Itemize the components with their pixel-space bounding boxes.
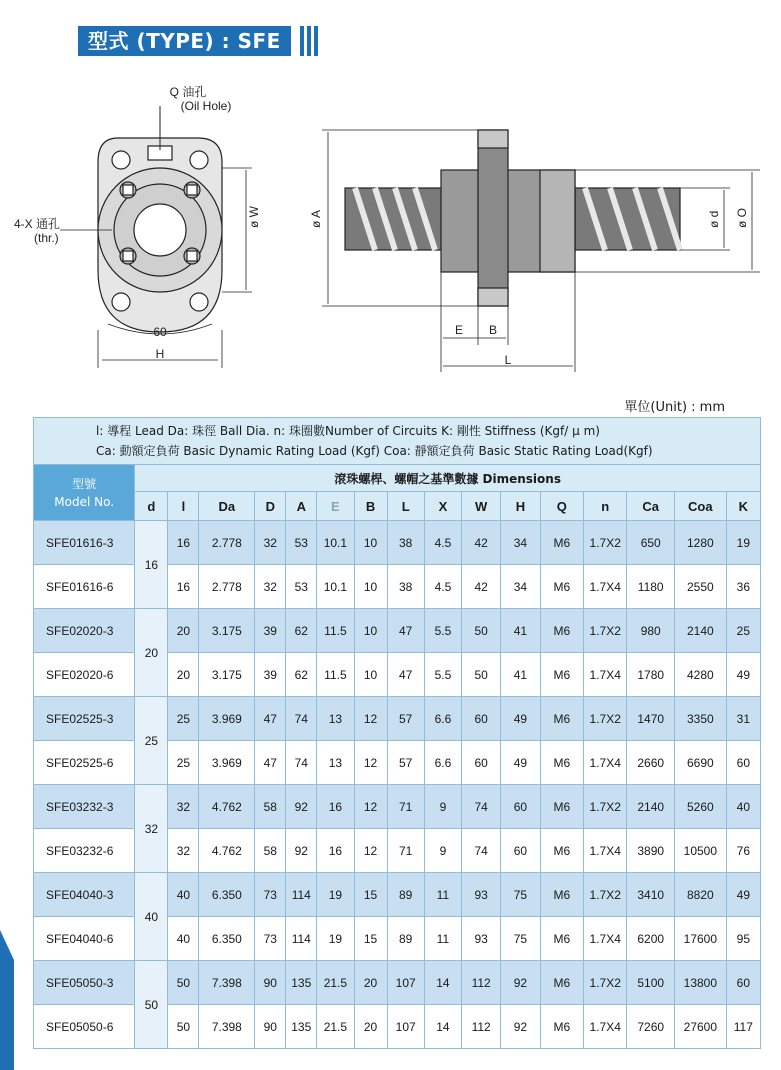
- cell-x: 5.5: [424, 609, 461, 653]
- thru-hole-label: 4-X 通孔: [14, 217, 61, 231]
- cell-h: 92: [501, 1005, 540, 1049]
- cell-q: M6: [540, 873, 583, 917]
- dimensions-header: 滾珠螺桿、螺帽之基準數據 Dimensions: [135, 465, 761, 492]
- cell-da: 6.350: [199, 873, 255, 917]
- model-cell: SFE05050-3: [34, 961, 135, 1005]
- cell-b: 12: [354, 829, 387, 873]
- cell-d: 39: [255, 609, 286, 653]
- cell-a: 135: [286, 1005, 317, 1049]
- column-header-ca: Ca: [627, 492, 675, 521]
- cell-l: 38: [387, 565, 424, 609]
- cell-h: 41: [501, 653, 540, 697]
- model-column-header: [34, 465, 135, 521]
- cell-coa: 6690: [674, 741, 726, 785]
- cell-w: 74: [462, 829, 501, 873]
- cell-h: 60: [501, 785, 540, 829]
- cell-x: 5.5: [424, 653, 461, 697]
- cell-x: 14: [424, 1005, 461, 1049]
- cell-w: 93: [462, 917, 501, 961]
- cell-da: 2.778: [199, 565, 255, 609]
- cell-x: 11: [424, 873, 461, 917]
- cell-a: 74: [286, 697, 317, 741]
- cell-h: 75: [501, 873, 540, 917]
- model-header-zh: 型號: [72, 476, 97, 491]
- table-row: [34, 697, 761, 741]
- cell-w: 74: [462, 785, 501, 829]
- cell-b: 12: [354, 785, 387, 829]
- cell-q: M6: [540, 1005, 583, 1049]
- cell-x: 9: [424, 785, 461, 829]
- cell-l: 50: [168, 1005, 199, 1049]
- cell-l: 25: [168, 741, 199, 785]
- cell-l: 57: [387, 697, 424, 741]
- cell-coa: 2140: [674, 609, 726, 653]
- cell-q: M6: [540, 609, 583, 653]
- column-header-e: E: [317, 492, 354, 521]
- cell-e: 16: [317, 829, 354, 873]
- cell-d: 58: [255, 829, 286, 873]
- cell-l: 47: [387, 653, 424, 697]
- cell-n: 1.7X2: [584, 873, 627, 917]
- dim-w-label: ø W: [247, 206, 261, 228]
- cell-k: 36: [726, 565, 760, 609]
- cell-da: 4.762: [199, 829, 255, 873]
- cell-l: 71: [387, 785, 424, 829]
- model-cell: SFE04040-6: [34, 917, 135, 961]
- legend-line-2: Ca: 動額定負荷 Basic Dynamic Rating Load (Kgf) Coa: 靜額定負荷 Basic Static Rating Load(Kgf): [96, 444, 653, 458]
- cell-b: 12: [354, 697, 387, 741]
- cell-b: 10: [354, 565, 387, 609]
- cell-e: 13: [317, 697, 354, 741]
- cell-l: 40: [168, 873, 199, 917]
- cell-x: 11: [424, 917, 461, 961]
- cell-a: 114: [286, 873, 317, 917]
- cell-ca: 3410: [627, 873, 675, 917]
- cell-b: 10: [354, 653, 387, 697]
- cell-e: 11.5: [317, 653, 354, 697]
- cell-l: 89: [387, 873, 424, 917]
- cell-l: 71: [387, 829, 424, 873]
- column-header-l: l: [168, 492, 199, 521]
- cell-n: 1.7X4: [584, 829, 627, 873]
- dim-a-label: ø A: [309, 209, 323, 228]
- column-header-x: X: [424, 492, 461, 521]
- cell-e: 21.5: [317, 961, 354, 1005]
- cell-da: 6.350: [199, 917, 255, 961]
- cell-h: 92: [501, 961, 540, 1005]
- cell-b: 15: [354, 873, 387, 917]
- cell-ca: 5100: [627, 961, 675, 1005]
- cell-e: 13: [317, 741, 354, 785]
- cell-e: 19: [317, 917, 354, 961]
- cell-b: 10: [354, 609, 387, 653]
- cell-h: 49: [501, 697, 540, 741]
- cell-n: 1.7X2: [584, 521, 627, 565]
- table-row: [34, 785, 761, 829]
- cell-ca: 7260: [627, 1005, 675, 1049]
- model-cell: SFE05050-6: [34, 1005, 135, 1049]
- cell-w: 93: [462, 873, 501, 917]
- model-cell: SFE01616-3: [34, 521, 135, 565]
- cell-k: 60: [726, 741, 760, 785]
- cell-coa: 1280: [674, 521, 726, 565]
- cell-k: 31: [726, 697, 760, 741]
- cell-w: 42: [462, 521, 501, 565]
- cell-e: 16: [317, 785, 354, 829]
- dim-l-label: L: [504, 353, 512, 367]
- cell-w: 42: [462, 565, 501, 609]
- cell-b: 15: [354, 917, 387, 961]
- cell-l: 47: [387, 609, 424, 653]
- cell-coa: 3350: [674, 697, 726, 741]
- cell-a: 92: [286, 829, 317, 873]
- cell-x: 4.5: [424, 521, 461, 565]
- table-row: [34, 609, 761, 653]
- shaft-diameter-cell: 50: [135, 961, 168, 1049]
- cell-d: 73: [255, 873, 286, 917]
- cell-a: 135: [286, 961, 317, 1005]
- cell-q: M6: [540, 653, 583, 697]
- cell-x: 4.5: [424, 565, 461, 609]
- shaft-diameter-cell: 25: [135, 697, 168, 785]
- model-cell: SFE03232-3: [34, 785, 135, 829]
- cell-n: 1.7X2: [584, 785, 627, 829]
- model-cell: SFE02020-6: [34, 653, 135, 697]
- oil-hole-label: Q 油孔: [169, 85, 207, 99]
- cell-d: 39: [255, 653, 286, 697]
- cell-n: 1.7X4: [584, 917, 627, 961]
- cell-n: 1.7X2: [584, 697, 627, 741]
- cell-x: 6.6: [424, 697, 461, 741]
- cell-k: 25: [726, 609, 760, 653]
- cell-q: M6: [540, 697, 583, 741]
- cell-l: 89: [387, 917, 424, 961]
- cell-l: 16: [168, 521, 199, 565]
- cell-a: 74: [286, 741, 317, 785]
- spec-table: [33, 417, 761, 1049]
- cell-ca: 2140: [627, 785, 675, 829]
- cell-w: 112: [462, 1005, 501, 1049]
- cell-coa: 27600: [674, 1005, 726, 1049]
- shaft-diameter-cell: 20: [135, 609, 168, 697]
- cell-da: 3.969: [199, 741, 255, 785]
- cell-k: 19: [726, 521, 760, 565]
- cell-n: 1.7X2: [584, 961, 627, 1005]
- column-header-a: A: [286, 492, 317, 521]
- dim-d-label: ø d: [707, 210, 721, 228]
- cell-q: M6: [540, 741, 583, 785]
- cell-a: 114: [286, 917, 317, 961]
- cell-l: 16: [168, 565, 199, 609]
- cell-da: 2.778: [199, 521, 255, 565]
- cell-k: 40: [726, 785, 760, 829]
- shaft-diameter-cell: 40: [135, 873, 168, 961]
- cell-n: 1.7X2: [584, 609, 627, 653]
- cell-ca: 650: [627, 521, 675, 565]
- cell-a: 53: [286, 521, 317, 565]
- table-row: [34, 873, 761, 917]
- cell-h: 41: [501, 609, 540, 653]
- cell-b: 12: [354, 741, 387, 785]
- shaft-diameter-cell: 32: [135, 785, 168, 873]
- cell-da: 3.969: [199, 697, 255, 741]
- cell-d: 47: [255, 741, 286, 785]
- cell-coa: 10500: [674, 829, 726, 873]
- cell-da: 3.175: [199, 609, 255, 653]
- cell-h: 75: [501, 917, 540, 961]
- cell-w: 60: [462, 697, 501, 741]
- cell-w: 112: [462, 961, 501, 1005]
- cell-l: 40: [168, 917, 199, 961]
- column-header-q: Q: [540, 492, 583, 521]
- cell-ca: 2660: [627, 741, 675, 785]
- column-header-coa: Coa: [674, 492, 726, 521]
- legend-cell: [34, 418, 761, 465]
- cell-ca: 1470: [627, 697, 675, 741]
- cell-w: 50: [462, 609, 501, 653]
- model-cell: SFE02525-3: [34, 697, 135, 741]
- unit-label: 單位(Unit) : mm: [624, 400, 725, 415]
- cell-k: 117: [726, 1005, 760, 1049]
- column-header-k: K: [726, 492, 760, 521]
- cell-h: 49: [501, 741, 540, 785]
- oil-hole-label-en: (Oil Hole): [180, 99, 232, 113]
- table-row: [34, 521, 761, 565]
- model-cell: SFE01616-6: [34, 565, 135, 609]
- cell-coa: 13800: [674, 961, 726, 1005]
- cell-coa: 4280: [674, 653, 726, 697]
- thru-hole-label-en: (thr.): [34, 231, 59, 245]
- cell-w: 50: [462, 653, 501, 697]
- column-header-w: W: [462, 492, 501, 521]
- cell-d: 90: [255, 961, 286, 1005]
- cell-x: 6.6: [424, 741, 461, 785]
- cell-e: 11.5: [317, 609, 354, 653]
- cell-k: 49: [726, 873, 760, 917]
- cell-n: 1.7X4: [584, 653, 627, 697]
- cell-e: 19: [317, 873, 354, 917]
- cell-a: 62: [286, 653, 317, 697]
- model-cell: SFE03232-6: [34, 829, 135, 873]
- cell-ca: 980: [627, 609, 675, 653]
- cell-l: 57: [387, 741, 424, 785]
- column-header-d: d: [135, 492, 168, 521]
- technical-drawing: [0, 70, 781, 400]
- cell-d: 73: [255, 917, 286, 961]
- cell-b: 20: [354, 1005, 387, 1049]
- nut-side-view: [322, 130, 760, 372]
- cell-e: 10.1: [317, 565, 354, 609]
- column-header-n: n: [584, 492, 627, 521]
- cell-d: 47: [255, 697, 286, 741]
- cell-l: 20: [168, 609, 199, 653]
- cell-d: 32: [255, 521, 286, 565]
- dim-h-label: H: [155, 347, 165, 361]
- dim-b-label: B: [488, 323, 498, 337]
- column-header-h: H: [501, 492, 540, 521]
- model-header-en: Model No.: [54, 494, 115, 509]
- cell-k: 95: [726, 917, 760, 961]
- cell-k: 60: [726, 961, 760, 1005]
- cell-l: 50: [168, 961, 199, 1005]
- column-header-d: D: [255, 492, 286, 521]
- table-row: [34, 961, 761, 1005]
- dim-o-label: ø O: [735, 208, 749, 228]
- title-decoration: [300, 26, 324, 56]
- cell-h: 60: [501, 829, 540, 873]
- cell-n: 1.7X4: [584, 741, 627, 785]
- cell-k: 76: [726, 829, 760, 873]
- cell-ca: 3890: [627, 829, 675, 873]
- cell-coa: 8820: [674, 873, 726, 917]
- model-cell: SFE04040-3: [34, 873, 135, 917]
- cell-n: 1.7X4: [584, 1005, 627, 1049]
- cell-q: M6: [540, 521, 583, 565]
- cell-da: 4.762: [199, 785, 255, 829]
- cell-ca: 1780: [627, 653, 675, 697]
- column-header-l: L: [387, 492, 424, 521]
- cell-q: M6: [540, 785, 583, 829]
- cell-da: 7.398: [199, 1005, 255, 1049]
- cell-e: 10.1: [317, 521, 354, 565]
- cell-q: M6: [540, 961, 583, 1005]
- cell-d: 32: [255, 565, 286, 609]
- cell-w: 60: [462, 741, 501, 785]
- cell-a: 92: [286, 785, 317, 829]
- cell-da: 7.398: [199, 961, 255, 1005]
- cell-d: 90: [255, 1005, 286, 1049]
- cell-coa: 2550: [674, 565, 726, 609]
- cell-ca: 6200: [627, 917, 675, 961]
- cell-l: 107: [387, 961, 424, 1005]
- dim-60-label: 60: [153, 325, 167, 339]
- cell-l: 32: [168, 785, 199, 829]
- cell-h: 34: [501, 521, 540, 565]
- model-cell: SFE02020-3: [34, 609, 135, 653]
- cell-l: 107: [387, 1005, 424, 1049]
- cell-coa: 17600: [674, 917, 726, 961]
- column-header-da: Da: [199, 492, 255, 521]
- cell-x: 9: [424, 829, 461, 873]
- column-header-b: B: [354, 492, 387, 521]
- cell-b: 10: [354, 521, 387, 565]
- cell-q: M6: [540, 829, 583, 873]
- cell-k: 49: [726, 653, 760, 697]
- legend-line-1: l: 導程 Lead Da: 珠徑 Ball Dia. n: 珠圈數Number of Circuits K: 剛性 Stiffness (Kgf/ µ m): [96, 424, 600, 438]
- cell-l: 38: [387, 521, 424, 565]
- cell-l: 20: [168, 653, 199, 697]
- cell-coa: 5260: [674, 785, 726, 829]
- cell-h: 34: [501, 565, 540, 609]
- page-tab-decoration: [0, 930, 14, 1070]
- page-title: 型式 (TYPE) : SFE: [78, 26, 291, 56]
- dim-e-label: E: [454, 323, 464, 337]
- cell-l: 25: [168, 697, 199, 741]
- cell-a: 53: [286, 565, 317, 609]
- cell-q: M6: [540, 565, 583, 609]
- cell-l: 32: [168, 829, 199, 873]
- model-cell: SFE02525-6: [34, 741, 135, 785]
- cell-e: 21.5: [317, 1005, 354, 1049]
- cell-a: 62: [286, 609, 317, 653]
- cell-ca: 1180: [627, 565, 675, 609]
- cell-b: 20: [354, 961, 387, 1005]
- cell-x: 14: [424, 961, 461, 1005]
- cell-q: M6: [540, 917, 583, 961]
- shaft-diameter-cell: 16: [135, 521, 168, 609]
- cell-d: 58: [255, 785, 286, 829]
- cell-da: 3.175: [199, 653, 255, 697]
- cell-n: 1.7X4: [584, 565, 627, 609]
